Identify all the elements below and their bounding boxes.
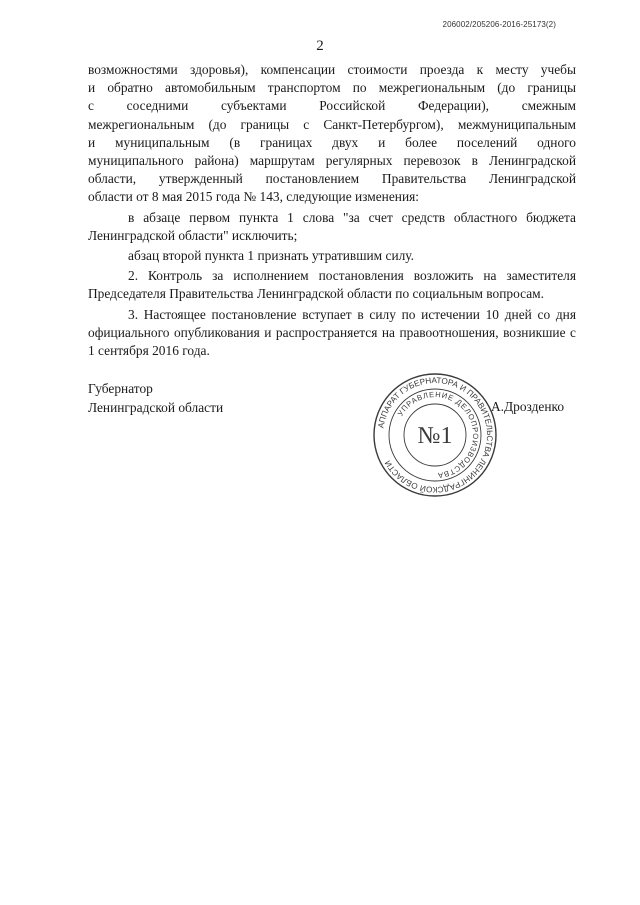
page-number: 2: [316, 38, 324, 54]
body-line: муниципального района) маршрутам регулярных перевозок в Ленинградской: [88, 153, 576, 169]
document-id: 206002/205206-2016-25173(2): [442, 20, 556, 29]
stamp-inner-text: УПРАВЛЕНИЕ ДЕЛОПРОИЗВОДСТВА: [395, 389, 481, 481]
stamp-outer-text: АППАРАТ ГУБЕРНАТОРА И ПРАВИТЕЛЬСТВА ЛЕНИНГРАДСКОЙ ОБЛАСТИ: [376, 375, 495, 495]
official-stamp: [372, 372, 498, 498]
paragraph-item-3: 3. Настоящее постановление вступает в силу по истечении 10 дней со дня официального опубликования и распространяется на правоотношения, возникшие с 1 сентября 2016 года.: [88, 306, 576, 359]
stamp-center-text: №1: [417, 423, 453, 449]
body-line: и муниципальным (в границах двух и более поселений одного: [88, 134, 576, 150]
body-line: области от 8 мая 2015 года № 143, следующие изменения:: [88, 189, 419, 205]
amendment-item-a: в абзаце первом пункта 1 слова "за счет средств областного бюджета Ленинградской области" исключить;: [88, 209, 576, 243]
signer-name: А.Дрозденко: [491, 399, 565, 414]
amendment-item-b: абзац второй пункта 1 признать утратившим силу.: [128, 248, 414, 264]
body-line: области, утвержденный постановлением Правительства Ленинградской: [88, 171, 576, 187]
document-body: [88, 61, 576, 360]
paragraph-item-2: 2. Контроль за исполнением постановления возложить на заместителя Председателя Правительства Ленинградской области по социальным вопросам.: [88, 268, 576, 302]
body-line: и обратно автомобильным транспортом по межрегиональным (до границы: [88, 80, 576, 96]
body-line: межрегиональным (до границы с Санкт-Петербургом), межмуниципальным: [88, 116, 576, 132]
body-line: с соседними субъектами Российской Федерации), смежным: [88, 98, 576, 114]
signature-block: [88, 380, 223, 417]
signer-title-line-1: Губернатор: [88, 381, 153, 396]
signer-title-line-2: Ленинградской области: [88, 399, 224, 415]
body-line: возможностями здоровья), компенсации стоимости проезда к месту учебы: [88, 62, 576, 77]
